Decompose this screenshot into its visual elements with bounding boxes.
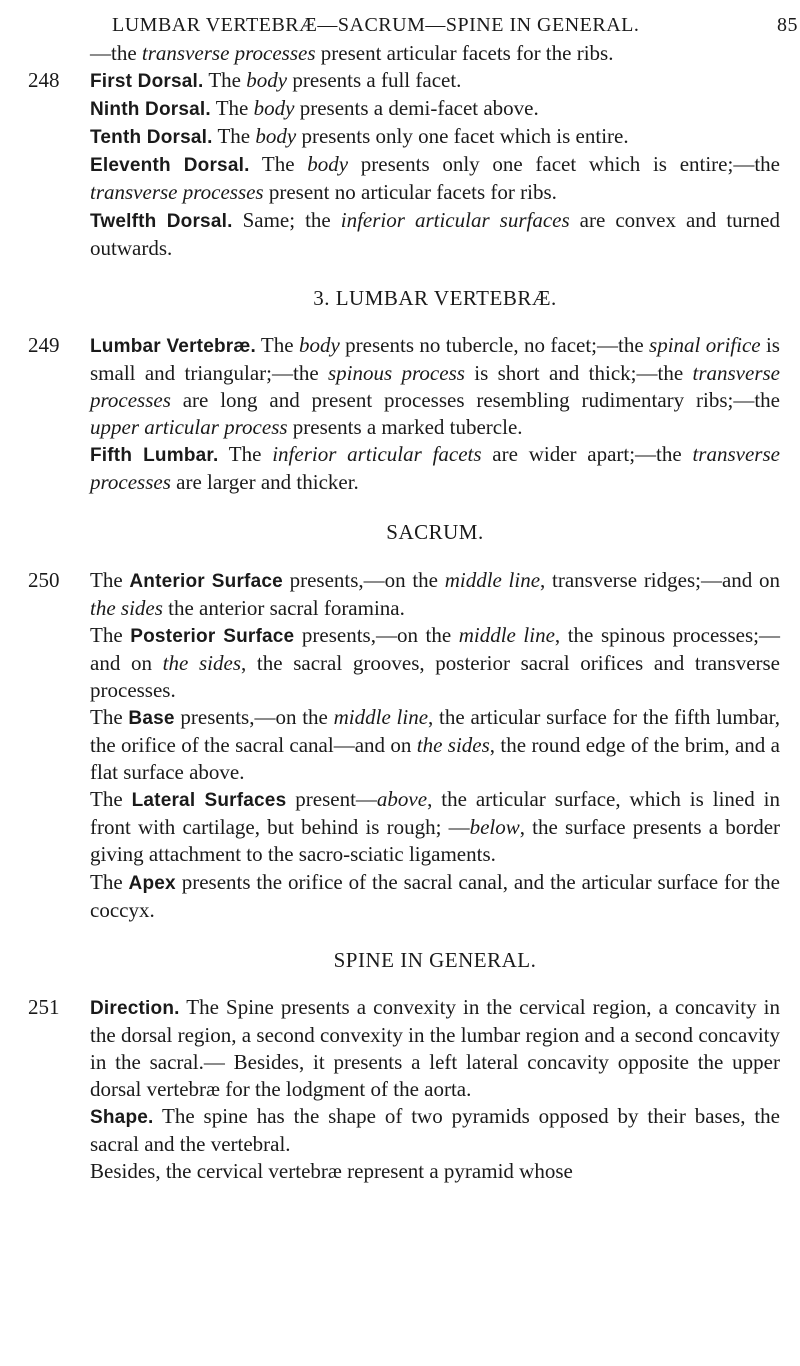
anterior-surface-entry: The Anterior Surface presents,—on the middle line, transverse ridges;—and on the sides the anterior sacral foramina. bbox=[90, 567, 780, 620]
fifth-lumbar-entry: Fifth Lumbar. The inferior articular facets are wider apart;—the transverse processes are larger and thicker. bbox=[90, 442, 780, 495]
twelfth-dorsal-entry: Twelfth Dorsal. Same; the inferior articular surfaces are convex and turned outwards. bbox=[90, 207, 780, 260]
heading-spine-in-general: SPINE IN GENERAL. bbox=[333, 947, 537, 972]
eleventh-dorsal-entry: Eleventh Dorsal. The body presents only one facet which is entire;—the transverse processes present no articular facets for ribs. bbox=[90, 152, 780, 205]
ninth-dorsal-entry: Ninth Dorsal. The body presents a demi-facet above. bbox=[90, 96, 539, 121]
direction-entry: Direction. The Spine presents a convexity in the cervical region, a concavity in the dorsal region, a second convexity in the lumbar region and a second concavity in the sacral.— Besides, it presents a left lateral concavity opposite the upper dorsal vertebræ for the lodgment of the aorta. bbox=[90, 994, 780, 1102]
lateral-surfaces-entry: The Lateral Surfaces present—above, the articular surface, which is lined in front with cartilage, but behind is rough; —below, the surface presents a border giving attachment to the sacro-sciatic ligaments. bbox=[90, 787, 781, 867]
section-248 bbox=[28, 67, 780, 262]
section-251 bbox=[28, 994, 780, 1186]
first-dorsal-entry: First Dorsal. The body presents a full facet. bbox=[90, 68, 462, 93]
posterior-surface-entry: The Posterior Surface presents,—on the middle line, the spinous processes;—and on the sides, the sacral grooves, posterior sacral orifices and transverse processes. bbox=[90, 622, 780, 702]
shape-entry: Shape. The spine has the shape of two pyramids opposed by their bases, the sacral and the vertebral. bbox=[90, 1104, 780, 1157]
section-249 bbox=[28, 332, 780, 497]
section-number: 249 bbox=[28, 332, 60, 357]
lumbar-vertebrae-entry: Lumbar Vertebræ. The body presents no tubercle, no facet;—the spinal orifice is small and triangular;—the spinous process is short and thick;—the transverse processes are long and present processes resembling rudimentary ribs;—the upper articular process presents a marked tubercle. bbox=[90, 332, 780, 440]
section-250 bbox=[28, 567, 781, 924]
page-body bbox=[28, 40, 781, 1185]
running-header bbox=[112, 14, 798, 37]
apex-entry: The Apex presents the orifice of the sacral canal, and the articular surface for the coccyx. bbox=[90, 869, 780, 922]
base-entry: The Base presents,—on the middle line, the articular surface for the fifth lumbar, the orifice of the sacral canal—and on the sides, the round edge of the brim, and a flat surface above. bbox=[90, 704, 780, 785]
header-title: LUMBAR VERTEBRÆ—SACRUM—SPINE IN GENERAL. bbox=[112, 14, 640, 36]
section-number: 251 bbox=[28, 994, 60, 1019]
heading-sacrum: SACRUM. bbox=[386, 520, 484, 545]
page-number: 85 bbox=[777, 14, 798, 36]
section-number: 250 bbox=[28, 567, 60, 592]
besides-line: Besides, the cervical vertebræ represent a pyramid whose bbox=[90, 1159, 573, 1184]
tenth-dorsal-entry: Tenth Dorsal. The body presents only one facet which is entire. bbox=[90, 124, 629, 149]
section-number: 248 bbox=[28, 68, 60, 93]
heading-lumbar-vertebrae: 3. LUMBAR VERTEBRÆ. bbox=[313, 285, 557, 310]
continuation-paragraph: —the transverse processes present articular facets for the ribs. bbox=[90, 41, 614, 65]
